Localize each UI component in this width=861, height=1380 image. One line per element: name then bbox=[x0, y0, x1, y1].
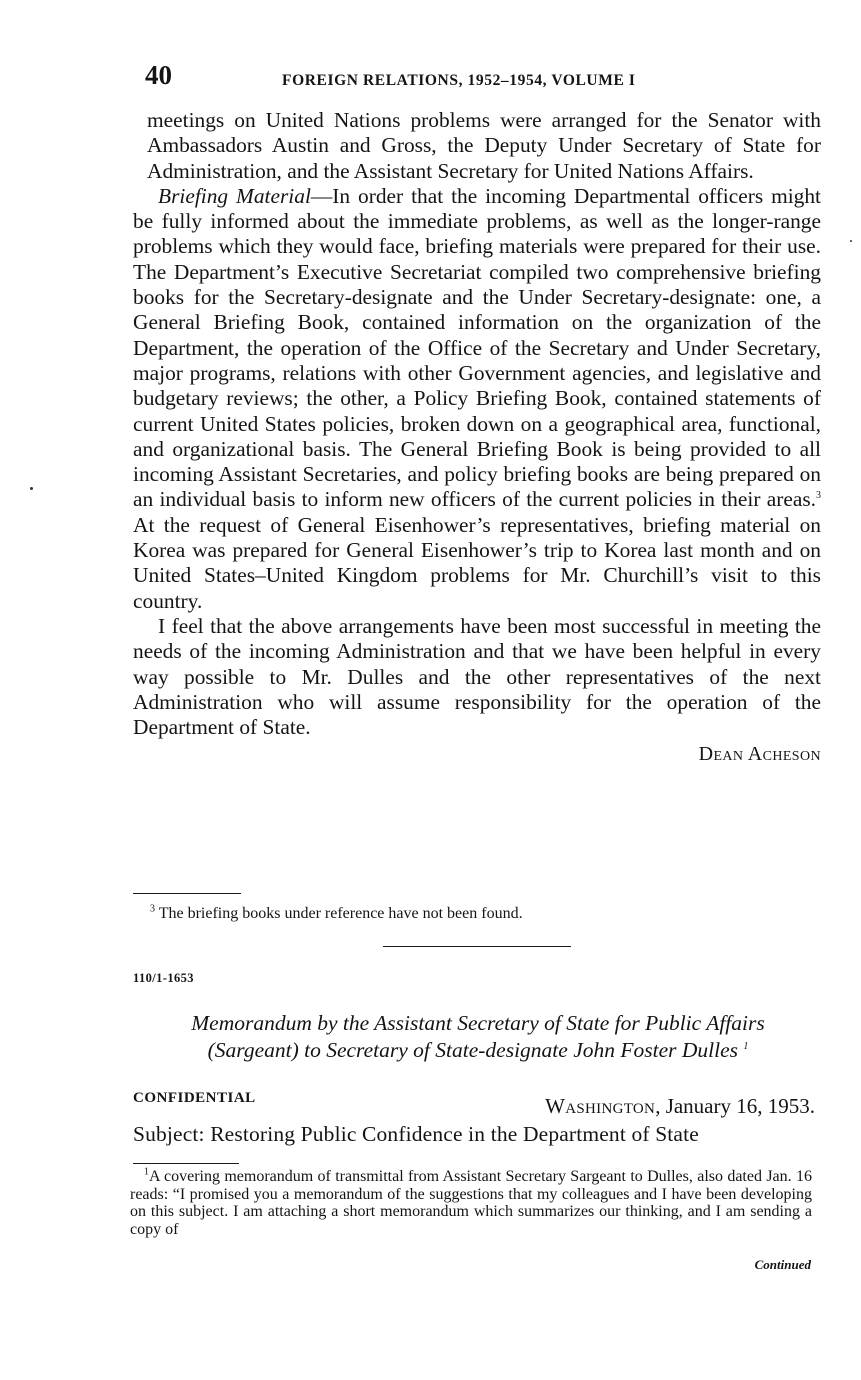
document-heading-line-2: (Sargeant) to Secretary of State-designate John Foster Dulles bbox=[207, 1038, 739, 1062]
file-number: 110/1-1653 bbox=[133, 971, 194, 985]
document-heading bbox=[133, 1010, 823, 1064]
dateline bbox=[545, 1094, 815, 1119]
paragraph-1: meetings on United Nations problems were arranged for the Senator with Ambassadors Austin and Gross, the Deputy Under Secretary of State for Administration, and the Assistant Secretary for United Nations Affairs. bbox=[147, 108, 821, 183]
page-number: 40 bbox=[145, 60, 172, 90]
body-text bbox=[133, 108, 821, 768]
paragraph-2-heading: Briefing Material bbox=[158, 183, 311, 208]
dateline-place: Washington bbox=[545, 1094, 656, 1118]
footnote-1-body bbox=[130, 1168, 812, 1238]
scan-speck bbox=[850, 240, 852, 242]
footnote-1-text: A covering memorandum of transmittal from Assistant Secretary Sargeant to Dulles, also dated Jan. 16 reads: “I promised you a memorandum of the suggestions that my colleagues and I have been developing on this subject. I am attaching a short memorandum which summarizes our thinking, and I am sending a copy of bbox=[130, 1168, 812, 1238]
footnote-1-marker: 1 bbox=[144, 1166, 149, 1178]
footnote-1-divider bbox=[133, 1163, 239, 1164]
document-heading-line-2-wrap bbox=[133, 1037, 823, 1064]
footnote-3-marker: 3 bbox=[150, 903, 155, 915]
subject-line: Subject: Restoring Public Confidence in the Department of State bbox=[133, 1122, 699, 1146]
footnote-1-reference: 1 bbox=[743, 1040, 749, 1052]
running-header-title: FOREIGN RELATIONS, 1952–1954, VOLUME I bbox=[282, 72, 636, 89]
document-heading-line-1: Memorandum by the Assistant Secretary of State for Public Affairs bbox=[191, 1011, 765, 1035]
paragraph-2-text: —In order that the incoming Departmental officers might be fully informed about the immediate problems, as well as the longer-range problems which they would face, briefing materials were prepared for their use. The Department’s Executive Secretariat compiled two comprehensive briefing books for the Secretary-designate and the Under Secretary-designate: one, a General Briefing Book, contained information on the organization of the Department, the operation of the Office of the Secretary and Under Secretary, major programs, relations with other Government agencies, and legislative and budgetary reviews; the other, a Policy Briefing Book, contained statements of current United States policies, broken down on a geographical area, functional, and organizational basis. The General Briefing Book is being provided to all incoming Assistant Secretaries, and policy briefing books are being prepared on an individual basis to inform new officers of the current policies in their areas. bbox=[133, 183, 821, 512]
scan-speck bbox=[30, 487, 33, 490]
classification-label: CONFIDENTIAL bbox=[133, 1090, 256, 1106]
running-header bbox=[145, 58, 715, 94]
footnote-3-reference: 3 bbox=[816, 490, 821, 502]
paragraph-2-tail: At the request of General Eisenhower’s representatives, briefing material on Korea was prepared for General Eisenhower’s trip to Korea last month and on United States–United Kingdom problems for Mr. Churchill’s visit to this country. bbox=[133, 512, 821, 613]
footnote-1 bbox=[130, 1168, 812, 1238]
footnote-3-text: The briefing books under reference have not been found. bbox=[158, 905, 523, 922]
footnote-divider bbox=[133, 893, 241, 894]
paragraph-3: I feel that the above arrangements have been most successful in meeting the needs of the incoming Administration and that we have been helpful in every way possible to Mr. Dulles and the other representatives of the next Administration who will assume responsibility for the operation of the Department of State. bbox=[133, 613, 821, 740]
signature: Dean Acheson bbox=[698, 743, 821, 766]
paragraph-2 bbox=[133, 184, 821, 614]
footnote-3 bbox=[150, 905, 523, 923]
section-divider bbox=[383, 946, 571, 947]
continued-label: Continued bbox=[754, 1257, 811, 1272]
dateline-date: , January 16, 1953. bbox=[655, 1094, 815, 1118]
